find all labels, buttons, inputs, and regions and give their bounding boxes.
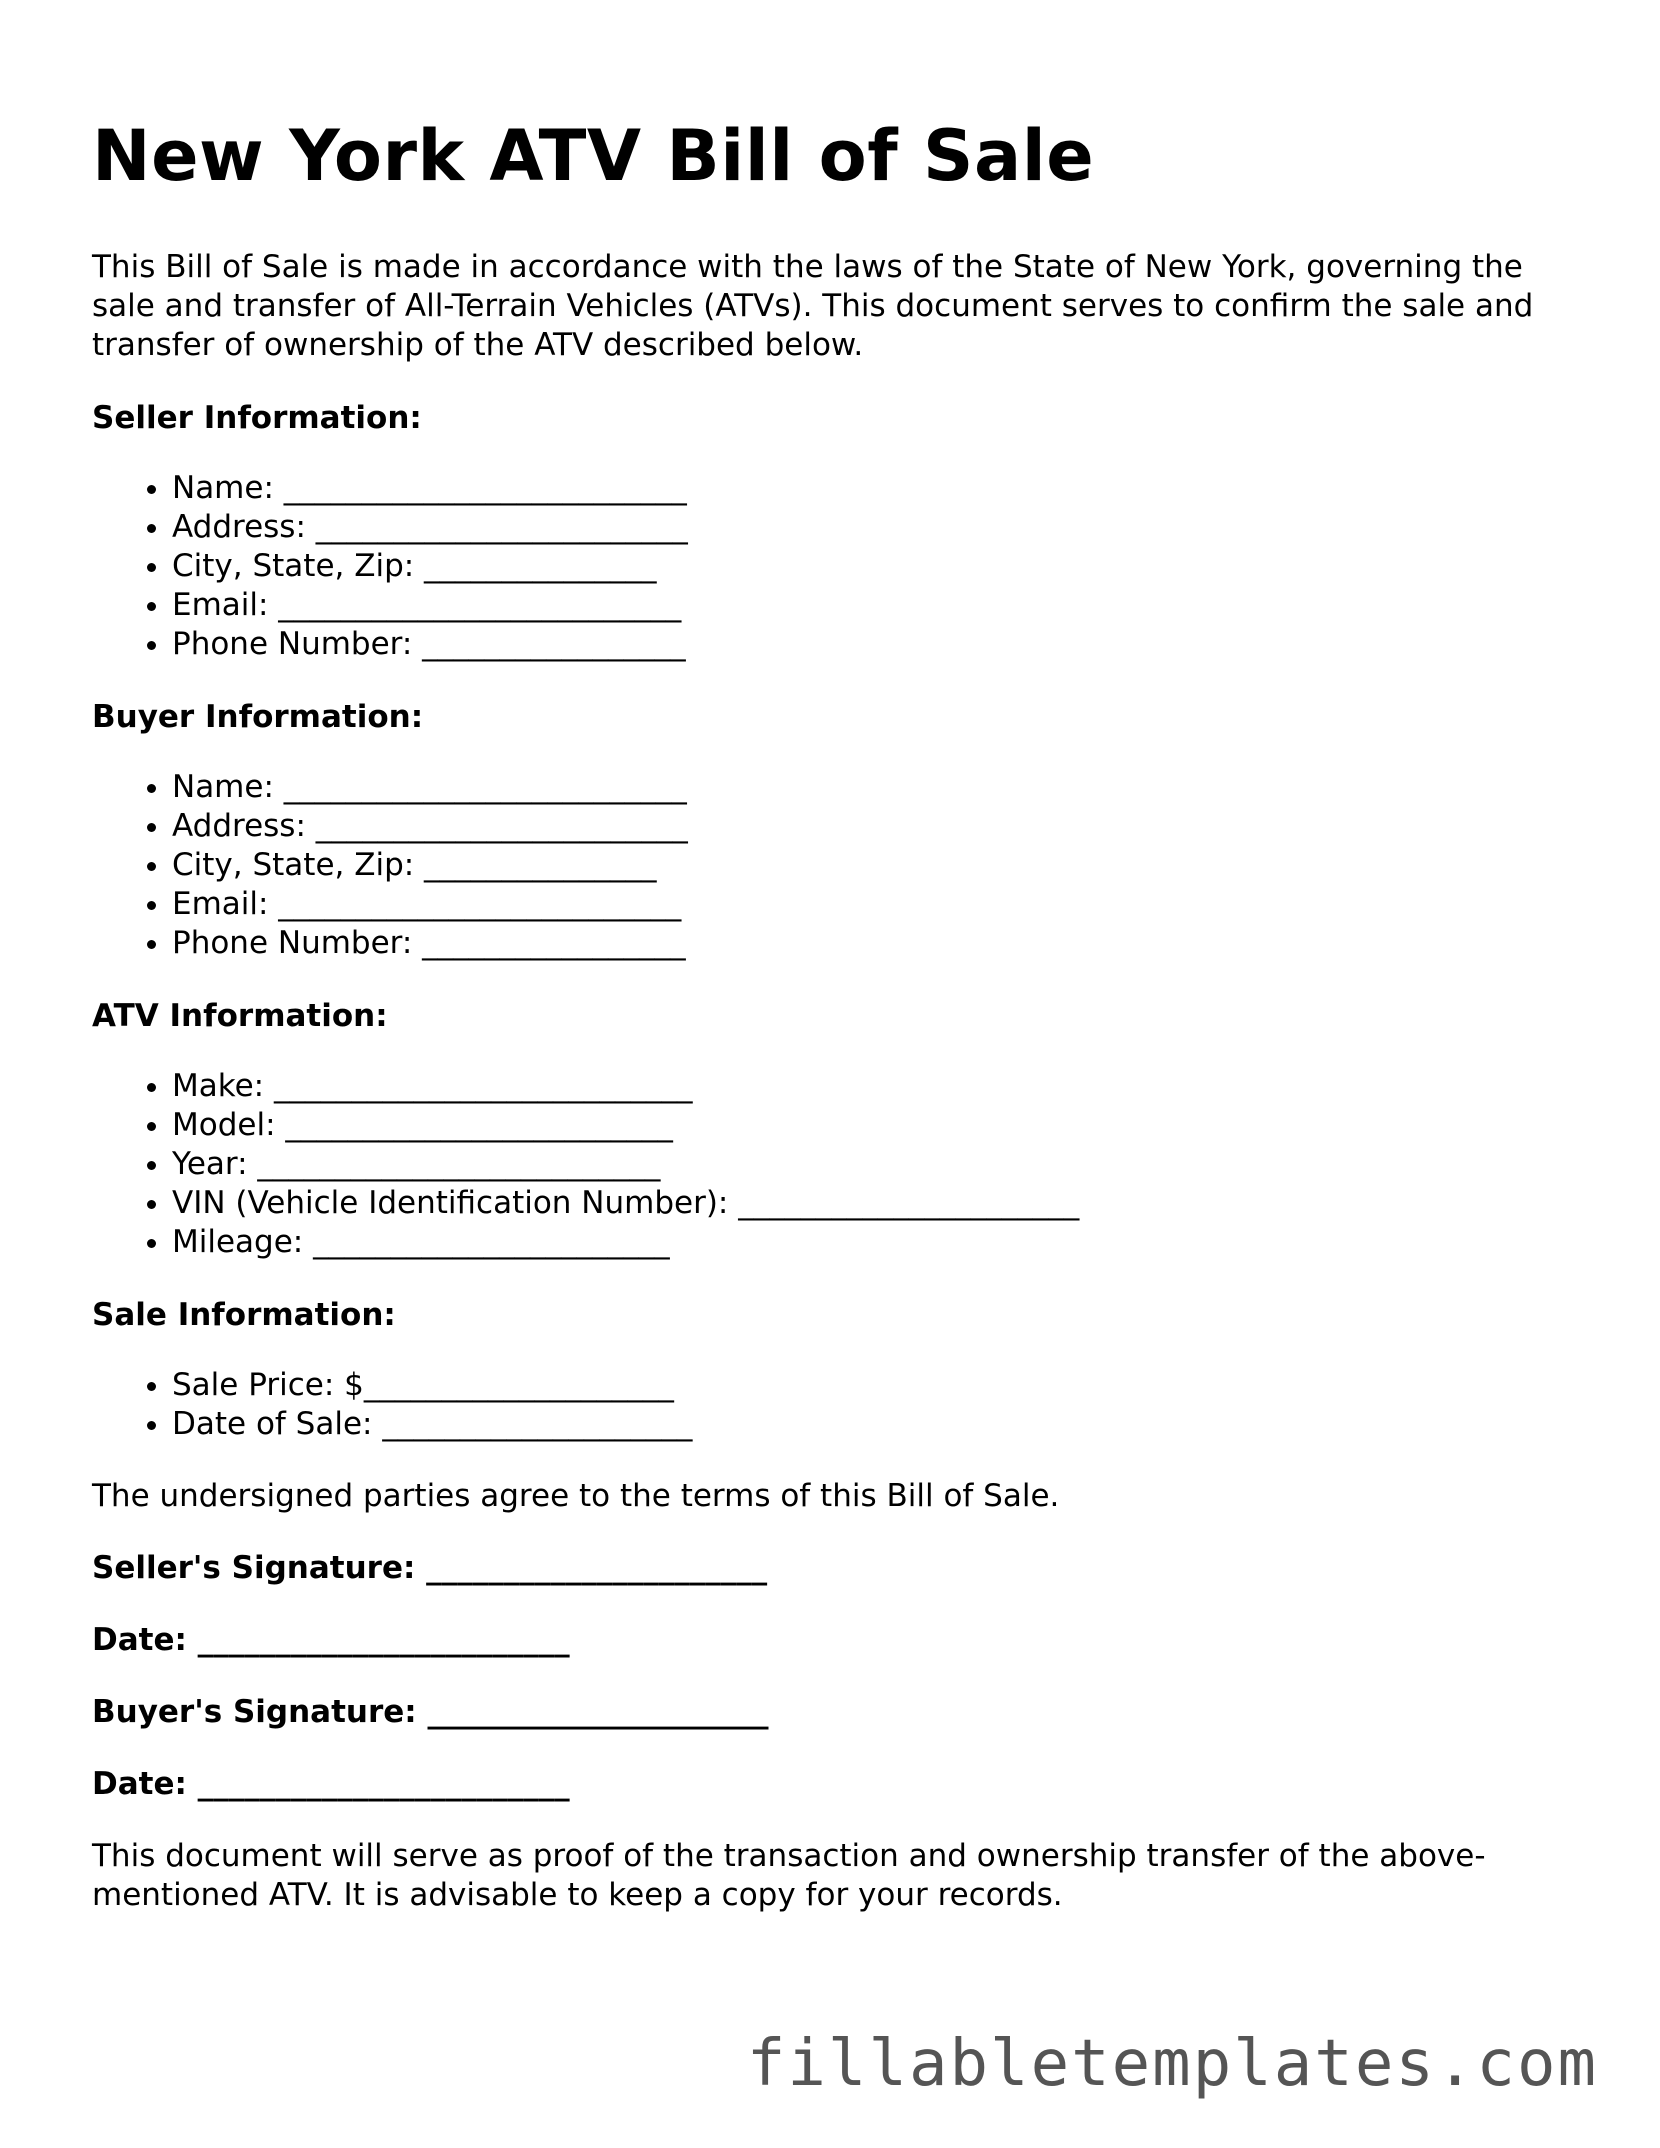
intro-paragraph: This Bill of Sale is made in accordance with the laws of the State of New York, governing the sale and transfer of All-Terrain Vehicles (ATVs). This document serves to confirm the sale and transfer of ownership of the ATV described below. <box>92 249 1534 363</box>
sale-heading: Sale Information: <box>92 1297 396 1333</box>
buyer-email-field[interactable]: • Email: __________________________ <box>172 885 1582 924</box>
atv-model-field[interactable]: • Model: _________________________ <box>172 1106 1582 1145</box>
seller-city-state-zip-field[interactable]: • City, State, Zip: _______________ <box>172 547 1582 586</box>
sale-date-field[interactable]: • Date of Sale: ____________________ <box>172 1405 1582 1444</box>
page-title: New York ATV Bill of Sale <box>92 115 1095 197</box>
buyer-phone-field[interactable]: • Phone Number: _________________ <box>172 924 1582 963</box>
buyer-heading: Buyer Information: <box>92 699 424 735</box>
document-page <box>92 112 1582 1915</box>
seller-heading: Seller Information: <box>92 400 422 436</box>
seller-address-field[interactable]: • Address: ________________________ <box>172 508 1582 547</box>
buyer-name-field[interactable]: • Name: __________________________ <box>172 768 1582 807</box>
sale-fields-list <box>92 1366 1582 1444</box>
agreement-text: The undersigned parties agree to the terms of this Bill of Sale. <box>92 1478 1060 1514</box>
seller-fields-list <box>92 469 1582 664</box>
closing-paragraph: This document will serve as proof of the transaction and ownership transfer of the above-mentioned ATV. It is advisable to keep a copy for your records. <box>92 1838 1486 1913</box>
seller-signature-line[interactable]: Seller's Signature: ______________________ <box>92 1550 768 1586</box>
atv-heading: ATV Information: <box>92 998 388 1034</box>
atv-year-field[interactable]: • Year: __________________________ <box>172 1145 1582 1184</box>
atv-fields-list <box>92 1067 1582 1262</box>
watermark-text: fillabletemplates.com <box>746 2027 1598 2101</box>
sale-price-field[interactable]: • Sale Price: $____________________ <box>172 1366 1582 1405</box>
buyer-date-line[interactable]: Date: ________________________ <box>92 1766 570 1802</box>
seller-phone-field[interactable]: • Phone Number: _________________ <box>172 625 1582 664</box>
buyer-signature-line[interactable]: Buyer's Signature: ______________________ <box>92 1694 769 1730</box>
buyer-city-state-zip-field[interactable]: • City, State, Zip: _______________ <box>172 846 1582 885</box>
atv-mileage-field[interactable]: • Mileage: _______________________ <box>172 1223 1582 1262</box>
atv-vin-field[interactable]: • VIN (Vehicle Identification Number): ______________________ <box>172 1184 1582 1223</box>
buyer-address-field[interactable]: • Address: ________________________ <box>172 807 1582 846</box>
buyer-fields-list <box>92 768 1582 963</box>
seller-email-field[interactable]: • Email: __________________________ <box>172 586 1582 625</box>
seller-name-field[interactable]: • Name: __________________________ <box>172 469 1582 508</box>
atv-make-field[interactable]: • Make: ___________________________ <box>172 1067 1582 1106</box>
seller-date-line[interactable]: Date: ________________________ <box>92 1622 570 1658</box>
